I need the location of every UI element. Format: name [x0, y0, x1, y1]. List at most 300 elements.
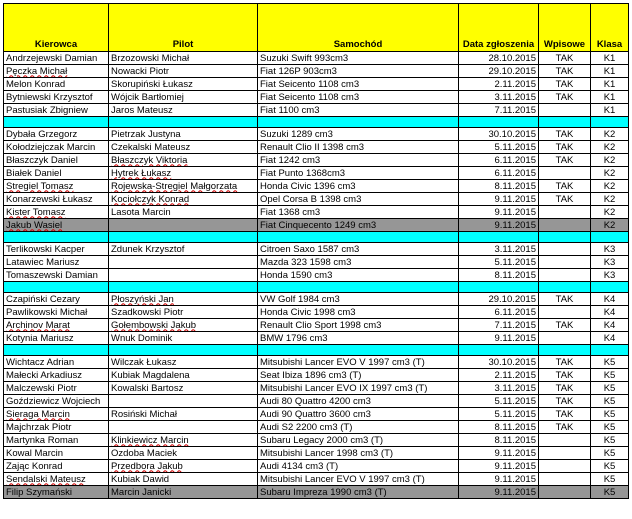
cell-fee[interactable] [539, 269, 591, 282]
cell-class-text: K5 [603, 434, 616, 446]
cell-pilot[interactable] [109, 193, 258, 206]
cell-date[interactable] [459, 256, 539, 269]
table-row [4, 356, 629, 369]
cell-date[interactable] [459, 52, 539, 65]
cell-fee-text: TAK [555, 78, 574, 90]
cell-driver[interactable] [4, 206, 109, 219]
table-row [4, 52, 629, 65]
cell-fee[interactable] [539, 486, 591, 499]
table-row [4, 306, 629, 319]
cell-car-text: Mitsubishi Lancer EVO V 1997 cm3 (T) [260, 356, 425, 368]
cell-car-text: Mazda 323 1598 cm3 [260, 256, 352, 268]
cell-fee[interactable] [539, 306, 591, 319]
cell-driver-text: Dybała Grzegorz [6, 128, 78, 140]
cell-driver[interactable] [4, 306, 109, 319]
cell-date-text: 9.11.2015 [494, 206, 536, 218]
cell-class[interactable] [591, 78, 629, 91]
cell-date-text: 28.10.2015 [488, 52, 536, 64]
cell-pilot[interactable] [109, 65, 258, 78]
cell-class[interactable] [591, 141, 629, 154]
cell-fee[interactable] [539, 78, 591, 91]
col-header-fee[interactable]: Wpisowe [539, 4, 591, 52]
cell-pilot-text: Czekalski Mateusz [111, 141, 191, 153]
cell-driver[interactable] [4, 154, 109, 167]
table-row [4, 206, 629, 219]
cell-fee[interactable] [539, 293, 591, 306]
cell-pilot[interactable] [109, 434, 258, 447]
cell-driver-text: Jakub Wasiel [6, 219, 63, 231]
cell-fee[interactable] [539, 91, 591, 104]
cell-pilot[interactable] [109, 167, 258, 180]
cell-date[interactable] [459, 78, 539, 91]
cell-pilot-text: Hytrek Łukasz [111, 167, 172, 179]
table-row [4, 219, 629, 232]
cell-date[interactable] [459, 421, 539, 434]
cell-driver-text: Pastusiak Zbigniew [6, 104, 88, 116]
cell-car-text: Honda Civic 1998 cm3 [260, 306, 356, 318]
cell-date[interactable] [459, 293, 539, 306]
cell-pilot[interactable] [109, 382, 258, 395]
cell-fee[interactable] [539, 332, 591, 345]
cell-driver-text: Archinov Marat [6, 319, 70, 331]
separator-cell [109, 232, 258, 243]
cell-class[interactable] [591, 319, 629, 332]
cell-driver-text: Małecki Arkadiusz [6, 369, 83, 381]
cell-fee[interactable] [539, 319, 591, 332]
cell-pilot[interactable] [109, 356, 258, 369]
cell-car-text: Honda 1590 cm3 [260, 269, 333, 281]
cell-car-text: Honda Civic 1396 cm3 [260, 180, 356, 192]
cell-driver[interactable] [4, 486, 109, 499]
cell-class[interactable] [591, 167, 629, 180]
cell-fee[interactable] [539, 206, 591, 219]
cell-class[interactable] [591, 180, 629, 193]
cell-car[interactable] [258, 256, 459, 269]
registration-table [3, 3, 629, 499]
cell-pilot[interactable] [109, 473, 258, 486]
cell-car[interactable] [258, 395, 459, 408]
table-row [4, 473, 629, 486]
cell-date[interactable] [459, 434, 539, 447]
cell-driver-text: Konarzewski Łukasz [6, 193, 93, 205]
cell-fee[interactable] [539, 141, 591, 154]
separator-cell [539, 282, 591, 293]
table-row [4, 447, 629, 460]
separator-cell [459, 117, 539, 128]
cell-driver[interactable] [4, 319, 109, 332]
cell-class[interactable] [591, 243, 629, 256]
cell-car[interactable] [258, 180, 459, 193]
cell-pilot-text: Marcin Janicki [111, 486, 172, 498]
cell-pilot[interactable] [109, 395, 258, 408]
cell-class[interactable] [591, 154, 629, 167]
cell-class-text: K4 [603, 319, 616, 331]
cell-driver[interactable] [4, 256, 109, 269]
cell-fee-text: TAK [555, 408, 574, 420]
cell-car[interactable] [258, 356, 459, 369]
cell-class-text: K2 [603, 193, 616, 205]
cell-pilot[interactable] [109, 256, 258, 269]
cell-class-text: K2 [603, 128, 616, 140]
cell-date-text: 3.11.2015 [494, 382, 536, 394]
cell-driver-text: Malczewski Piotr [6, 382, 77, 394]
cell-fee-text: TAK [555, 91, 574, 103]
cell-fee[interactable] [539, 369, 591, 382]
separator-cell [258, 282, 459, 293]
cell-pilot[interactable] [109, 447, 258, 460]
cell-car[interactable] [258, 319, 459, 332]
cell-date[interactable] [459, 219, 539, 232]
cell-driver[interactable] [4, 141, 109, 154]
cell-date[interactable] [459, 332, 539, 345]
cell-car[interactable] [258, 154, 459, 167]
cell-driver[interactable] [4, 395, 109, 408]
cell-fee[interactable] [539, 460, 591, 473]
cell-car[interactable] [258, 486, 459, 499]
cell-class-text: K5 [603, 382, 616, 394]
cell-date[interactable] [459, 154, 539, 167]
cell-class[interactable] [591, 395, 629, 408]
cell-fee[interactable] [539, 256, 591, 269]
cell-pilot-text: Kubiak Dawid [111, 473, 170, 485]
cell-fee[interactable] [539, 193, 591, 206]
cell-car[interactable] [258, 78, 459, 91]
col-header-pilot[interactable]: Pilot [109, 4, 258, 52]
cell-fee-text: TAK [555, 52, 574, 64]
cell-car[interactable] [258, 104, 459, 117]
cell-class[interactable] [591, 193, 629, 206]
cell-pilot[interactable] [109, 91, 258, 104]
cell-date[interactable] [459, 486, 539, 499]
cell-date-text: 3.11.2015 [494, 91, 536, 103]
col-header-date[interactable]: Data zgłoszenia [459, 4, 539, 52]
cell-driver[interactable] [4, 193, 109, 206]
cell-pilot-text: Szadkowski Piotr [111, 306, 184, 318]
cell-car[interactable] [258, 408, 459, 421]
cell-driver[interactable] [4, 421, 109, 434]
cell-car-text: Mitsubishi Lancer 1998 cm3 (T) [260, 447, 394, 459]
cell-car[interactable] [258, 369, 459, 382]
cell-pilot[interactable] [109, 154, 258, 167]
col-header-driver[interactable]: Kierowca [4, 4, 109, 52]
cell-date-text: 9.11.2015 [494, 193, 536, 205]
cell-date[interactable] [459, 473, 539, 486]
cell-car[interactable] [258, 421, 459, 434]
cell-fee[interactable] [539, 219, 591, 232]
cell-driver[interactable] [4, 78, 109, 91]
table-row [4, 382, 629, 395]
cell-class[interactable] [591, 434, 629, 447]
cell-car-text: Fiat Seicento 1108 cm3 [260, 78, 360, 90]
cell-class[interactable] [591, 306, 629, 319]
cell-date[interactable] [459, 141, 539, 154]
cell-driver[interactable] [4, 473, 109, 486]
cell-car-text: Mitsubishi Lancer EVO IX 1997 cm3 (T) [260, 382, 428, 394]
cell-class-text: K1 [603, 52, 616, 64]
cell-fee-text: TAK [555, 180, 574, 192]
table-row [4, 460, 629, 473]
cell-driver[interactable] [4, 408, 109, 421]
cell-driver-text: Melon Konrad [6, 78, 66, 90]
cell-driver[interactable] [4, 356, 109, 369]
cell-driver[interactable] [4, 369, 109, 382]
cell-date[interactable] [459, 447, 539, 460]
cell-pilot[interactable] [109, 78, 258, 91]
cell-date[interactable] [459, 306, 539, 319]
cell-fee[interactable] [539, 167, 591, 180]
table-row [4, 434, 629, 447]
cell-date[interactable] [459, 104, 539, 117]
cell-car-text: Fiat 1368 cm3 [260, 206, 321, 218]
cell-car[interactable] [258, 293, 459, 306]
cell-class-text: K2 [603, 206, 616, 218]
cell-class[interactable] [591, 473, 629, 486]
cell-car-text: Suzuki Swift 993cm3 [260, 52, 349, 64]
separator-cell [459, 232, 539, 243]
cell-car[interactable] [258, 128, 459, 141]
cell-pilot[interactable] [109, 219, 258, 232]
cell-date[interactable] [459, 460, 539, 473]
cell-pilot[interactable] [109, 408, 258, 421]
cell-class-text: K3 [603, 256, 616, 268]
cell-date[interactable] [459, 408, 539, 421]
cell-car[interactable] [258, 447, 459, 460]
cell-pilot[interactable] [109, 180, 258, 193]
cell-fee-text: TAK [555, 369, 574, 381]
cell-date-text: 29.10.2015 [488, 293, 536, 305]
cell-class[interactable] [591, 293, 629, 306]
separator-cell [4, 345, 109, 356]
cell-car[interactable] [258, 167, 459, 180]
separator-cell [258, 117, 459, 128]
cell-driver-text: Majchrzak Piotr [6, 421, 72, 433]
cell-date-text: 3.11.2015 [494, 243, 536, 255]
cell-class-text: K2 [603, 154, 616, 166]
cell-driver[interactable] [4, 243, 109, 256]
cell-fee-text: TAK [555, 154, 574, 166]
cell-driver-text: Kotynia Mariusz [6, 332, 74, 344]
cell-pilot-text: Zdunek Krzysztof [111, 243, 185, 255]
cell-date[interactable] [459, 243, 539, 256]
cell-class[interactable] [591, 104, 629, 117]
cell-driver[interactable] [4, 332, 109, 345]
separator-cell [258, 232, 459, 243]
cell-fee-text: TAK [555, 128, 574, 140]
table-row [4, 269, 629, 282]
table-row [4, 193, 629, 206]
cell-date-text: 2.11.2015 [494, 78, 536, 90]
cell-class[interactable] [591, 219, 629, 232]
cell-car[interactable] [258, 382, 459, 395]
cell-driver[interactable] [4, 91, 109, 104]
cell-fee[interactable] [539, 356, 591, 369]
cell-fee-text: TAK [555, 356, 574, 368]
cell-car[interactable] [258, 332, 459, 345]
cell-class[interactable] [591, 332, 629, 345]
cell-fee[interactable] [539, 128, 591, 141]
cell-class[interactable] [591, 369, 629, 382]
cell-pilot[interactable] [109, 319, 258, 332]
cell-date[interactable] [459, 369, 539, 382]
cell-class[interactable] [591, 382, 629, 395]
cell-driver[interactable] [4, 382, 109, 395]
cell-class-text: K5 [603, 421, 616, 433]
cell-car[interactable] [258, 434, 459, 447]
cell-fee[interactable] [539, 104, 591, 117]
cell-class-text: K5 [603, 486, 616, 498]
cell-fee[interactable] [539, 180, 591, 193]
cell-driver[interactable] [4, 128, 109, 141]
cell-pilot-text: Nowacki Piotr [111, 65, 170, 77]
cell-pilot[interactable] [109, 141, 258, 154]
cell-car[interactable] [258, 243, 459, 256]
cell-car[interactable] [258, 473, 459, 486]
cell-driver-text: Goździewicz Wojciech [6, 395, 101, 407]
cell-driver[interactable] [4, 52, 109, 65]
cell-class[interactable] [591, 408, 629, 421]
cell-car-text: Audi 80 Quattro 4200 cm3 [260, 395, 371, 407]
cell-pilot-text: Rojewska-Stregiel Małgorzata [111, 180, 238, 192]
cell-date-text: 29.10.2015 [488, 65, 536, 77]
cell-class[interactable] [591, 65, 629, 78]
cell-date[interactable] [459, 395, 539, 408]
col-header-class[interactable]: Klasa [591, 4, 629, 52]
cell-date[interactable] [459, 193, 539, 206]
cell-driver[interactable] [4, 447, 109, 460]
table-row [4, 154, 629, 167]
cell-date[interactable] [459, 91, 539, 104]
cell-driver[interactable] [4, 104, 109, 117]
cell-car[interactable] [258, 460, 459, 473]
cell-class[interactable] [591, 447, 629, 460]
cell-driver[interactable] [4, 167, 109, 180]
separator-cell [591, 282, 629, 293]
cell-fee[interactable] [539, 65, 591, 78]
cell-car-text: BMW 1796 cm3 [260, 332, 328, 344]
cell-car[interactable] [258, 206, 459, 219]
cell-pilot[interactable] [109, 206, 258, 219]
cell-pilot[interactable] [109, 128, 258, 141]
cell-fee-text: TAK [555, 293, 574, 305]
cell-car-text: Seat Ibiza 1896 cm3 (T) [260, 369, 362, 381]
cell-car[interactable] [258, 52, 459, 65]
cell-driver-text: Latawiec Mariusz [6, 256, 80, 268]
cell-class[interactable] [591, 256, 629, 269]
cell-driver[interactable] [4, 269, 109, 282]
cell-car[interactable] [258, 141, 459, 154]
cell-date[interactable] [459, 206, 539, 219]
cell-date[interactable] [459, 180, 539, 193]
cell-date[interactable] [459, 65, 539, 78]
cell-driver[interactable] [4, 293, 109, 306]
cell-car[interactable] [258, 219, 459, 232]
cell-fee[interactable] [539, 395, 591, 408]
cell-class[interactable] [591, 91, 629, 104]
cell-driver-text: Kister Tomasz [6, 206, 66, 218]
cell-pilot[interactable] [109, 332, 258, 345]
cell-date[interactable] [459, 128, 539, 141]
cell-pilot[interactable] [109, 306, 258, 319]
separator-cell [591, 345, 629, 356]
cell-pilot[interactable] [109, 293, 258, 306]
cell-date-text: 9.11.2015 [494, 460, 536, 472]
cell-date-text: 8.11.2015 [494, 180, 536, 192]
cell-pilot[interactable] [109, 421, 258, 434]
cell-driver[interactable] [4, 219, 109, 232]
table-row [4, 78, 629, 91]
cell-pilot[interactable] [109, 460, 258, 473]
cell-date[interactable] [459, 269, 539, 282]
cell-date[interactable] [459, 319, 539, 332]
cell-fee[interactable] [539, 52, 591, 65]
cell-fee[interactable] [539, 154, 591, 167]
table-body [4, 52, 629, 499]
cell-date[interactable] [459, 167, 539, 180]
cell-fee[interactable] [539, 243, 591, 256]
cell-pilot[interactable] [109, 243, 258, 256]
cell-fee[interactable] [539, 408, 591, 421]
header-row [4, 4, 629, 52]
cell-class[interactable] [591, 52, 629, 65]
cell-car[interactable] [258, 91, 459, 104]
separator-cell [109, 117, 258, 128]
cell-driver[interactable] [4, 460, 109, 473]
cell-driver-text: Terlikowski Kacper [6, 243, 85, 255]
cell-date-text: 6.11.2015 [494, 167, 536, 179]
cell-pilot-text: Kubiak Magdalena [111, 369, 190, 381]
cell-car-text: Audi S2 2200 cm3 (T) [260, 421, 353, 433]
cell-class[interactable] [591, 460, 629, 473]
cell-fee-text: TAK [555, 319, 574, 331]
separator-cell [4, 282, 109, 293]
cell-driver[interactable] [4, 180, 109, 193]
cell-class[interactable] [591, 128, 629, 141]
cell-pilot[interactable] [109, 104, 258, 117]
cell-pilot[interactable] [109, 369, 258, 382]
cell-car[interactable] [258, 269, 459, 282]
cell-car-text: Fiat Cinquecento 1249 cm3 [260, 219, 377, 231]
cell-class[interactable] [591, 486, 629, 499]
cell-car[interactable] [258, 193, 459, 206]
cell-fee[interactable] [539, 473, 591, 486]
cell-fee[interactable] [539, 421, 591, 434]
cell-class[interactable] [591, 421, 629, 434]
separator-cell [109, 345, 258, 356]
cell-pilot-text: Przedbora Jakub [111, 460, 183, 472]
cell-date-text: 30.10.2015 [488, 128, 536, 140]
cell-class[interactable] [591, 269, 629, 282]
cell-car[interactable] [258, 65, 459, 78]
cell-pilot[interactable] [109, 486, 258, 499]
cell-driver[interactable] [4, 65, 109, 78]
cell-fee[interactable] [539, 434, 591, 447]
cell-pilot[interactable] [109, 52, 258, 65]
cell-pilot[interactable] [109, 269, 258, 282]
cell-date[interactable] [459, 356, 539, 369]
cell-class[interactable] [591, 206, 629, 219]
cell-driver[interactable] [4, 434, 109, 447]
cell-car[interactable] [258, 306, 459, 319]
cell-fee[interactable] [539, 447, 591, 460]
cell-class-text: K5 [603, 473, 616, 485]
cell-driver-text: Tomaszewski Damian [6, 269, 98, 281]
separator-cell [539, 345, 591, 356]
cell-fee-text: TAK [555, 65, 574, 77]
cell-class[interactable] [591, 356, 629, 369]
cell-fee[interactable] [539, 382, 591, 395]
cell-date[interactable] [459, 382, 539, 395]
col-header-car[interactable]: Samochód [258, 4, 459, 52]
